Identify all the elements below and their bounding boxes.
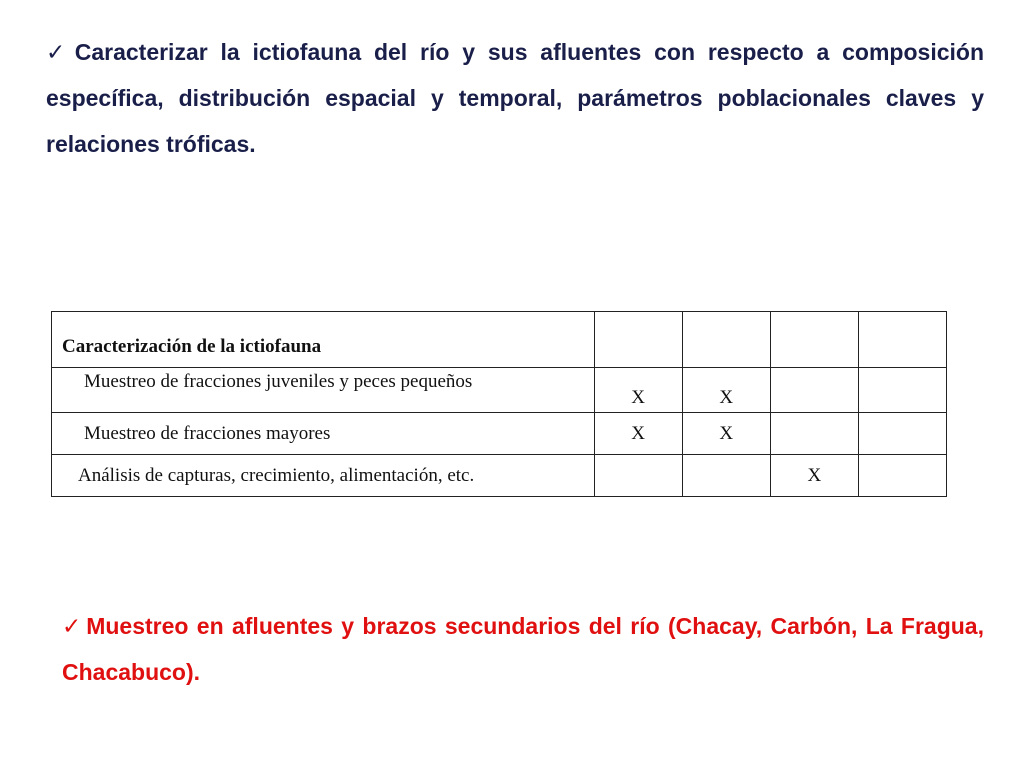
checkmark-icon: ✓ (46, 39, 72, 65)
ictiofauna-table (51, 311, 947, 497)
mark-cell (770, 413, 858, 455)
mark-cell: X (770, 455, 858, 497)
table-header-row (52, 312, 947, 368)
table-cell (770, 312, 858, 368)
mark-cell: X (682, 368, 770, 413)
objective-paragraph-1 (46, 29, 984, 167)
row-label: Muestreo de fracciones mayores (52, 413, 595, 455)
mark-cell (770, 368, 858, 413)
table-row (52, 368, 947, 413)
checkmark-icon: ✓ (62, 613, 84, 639)
mark-cell (682, 455, 770, 497)
objective-paragraph-2 (62, 603, 984, 695)
mark-cell (594, 455, 682, 497)
table-header-title: Caracterización de la ictiofauna (52, 312, 595, 368)
mark-cell: X (682, 413, 770, 455)
row-label: Muestreo de fracciones juveniles y peces pequeños (52, 368, 595, 413)
mark-cell: X (594, 413, 682, 455)
table-row (52, 455, 947, 497)
mark-cell (858, 368, 946, 413)
table-cell (594, 312, 682, 368)
mark-cell (858, 455, 946, 497)
table-cell (858, 312, 946, 368)
table-cell (682, 312, 770, 368)
row-label: Análisis de capturas, crecimiento, alimentación, etc. (52, 455, 595, 497)
mark-cell: X (594, 368, 682, 413)
mark-cell (858, 413, 946, 455)
objective-text-1: Caracterizar la ictiofauna del río y sus afluentes con respecto a composición específica, distribución espacial y temporal, parámetros poblacionales claves y relaciones tróficas. (46, 39, 984, 157)
table-row (52, 413, 947, 455)
objective-text-2: Muestreo en afluentes y brazos secundarios del río (Chacay, Carbón, La Fragua, Chacabuco). (62, 613, 984, 685)
